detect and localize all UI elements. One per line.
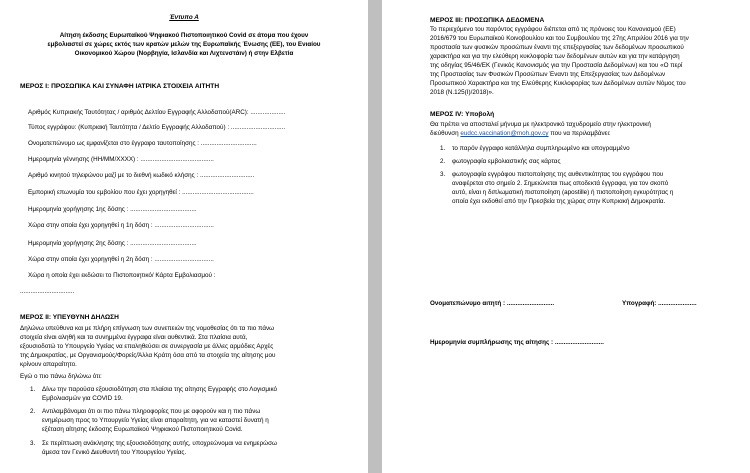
submit-prefix: διεύθυνση (430, 130, 461, 137)
declaration-item-1-line-2: Εμβολιασμών για COVID 19. (42, 395, 123, 402)
declaration-line-3: εξουσιοδοτώ το Υπουργείο Υγείας να επαληθεύσει σε συνεργασία με άλλες αρμόδιες Αρχές (20, 343, 274, 350)
field-dose2-date: Ημερομηνία χορήγησης 2ης δόσης : ...................................... (28, 240, 197, 247)
field-issuing-country: Χώρα η οποία έχει εκδώσει το Πιστοποιητικό/ Κάρτα Εμβολιασμού : (28, 272, 216, 279)
section-1-title: ΜΕΡΟΣ Ι: ΠΡΟΣΩΠΙΚΑ ΚΑΙ ΣΥΝΑΦΗ ΙΑΤΡΙΚΑ ΣΤΟΙΧΕΙΑ ΑΙΤΗΤΗ (20, 83, 220, 90)
submit-line-1: Θα πρέπει να αποσταλεί μήνυμα με ηλεκτρονικό ταχυδρομείο στην ηλεκτρονική (430, 121, 651, 128)
field-vaccine-brand: Εμπορική επωνυμία του εμβολίου που έχει χορηγηθεί : ......................................... (28, 189, 254, 196)
submit-line-2 (430, 130, 611, 138)
form-label: Έντυπο Α (169, 14, 199, 21)
declaration-intro: Εγώ ο πιο πάνω δηλώνω ότι: (20, 373, 102, 380)
field-dose1-date: Ημερομηνία χορήγησης 1ης δόσης : ...................................... (28, 206, 197, 213)
declaration-item-2-line-3: εξέταση αίτησης έκδοσης Ευρωπαϊκού Ψηφιακού Πιστοποιητικού Covid. (42, 426, 243, 433)
signature-label: Υπογραφή: ...................... (622, 300, 697, 307)
submit-item-1-number: 1. (440, 145, 446, 152)
declaration-item-2-line-2: ενημέρωση προς το Υπουργείο Υγείας είναι απαραίτητη, για να καταστεί δυνατή η (42, 417, 269, 424)
submit-item-1-line-1: το παρόν έγγραφο κατάλληλα συμπληρωμένο και υπογραμμένο (452, 145, 630, 152)
declaration-line-4: της Δημοκρατίας, με Οργανισμούς/Φορείς/Άλλα Κράτη όσα από τα στοιχεία της αίτησης μου (20, 352, 276, 359)
privacy-line-1: Το περιεχόμενο του παρόντος εγγράφου διέπεται από τις πρόνοιες του Κανονισμού (ΕΕ) (430, 26, 676, 33)
submit-suffix: που να περιλαμβάνει: (548, 130, 611, 137)
completion-date-label: Ημερομηνία συμπλήρωσης της αίτησης : ............................ (430, 339, 604, 346)
declaration-item-1-line-1: Δίνω την παρούσα εξουσιοδότηση στα πλαίσια της αίτησης Εγγραφής στο Λογισμικό (42, 386, 278, 393)
title-line-2: εμβολιαστεί σε χώρες εκτός των κρατών μελών της Ευρωπαϊκής Ένωσης (ΕΕ), του Ενιαίου (47, 41, 321, 48)
document-page-left (0, 0, 368, 473)
submission-email-link[interactable]: eudcc.vaccination@moh.gov.cy (460, 130, 549, 137)
section-2-title: ΜΕΡΟΣ ΙΙ: ΥΠΕΥΘΥΝΗ ΔΗΛΩΣΗ (20, 314, 119, 321)
privacy-line-8: 2018 (Ν.125(Ι)/2018)». (430, 89, 494, 96)
title-line-3: Οικονομικού Χώρου (Νορβηγία, Ισλανδία και Λιχτενστάιν) ή στην Ελβετία (74, 50, 294, 57)
submit-item-3-line-4: οποία έχει εκδοθεί από την Πρεσβεία της χώρας στην Κυπριακή Δημοκρατία. (452, 198, 666, 205)
submit-item-3-line-2: αναφέρεται στο σημείο 2. Σημειώνεται πως αποδεκτά έγγραφα, για τον σκοπό (452, 180, 669, 187)
applicant-name-label: Ονοματεπώνυμο αιτητή : ........................... (430, 300, 555, 307)
submit-item-2-number: 2. (440, 158, 446, 165)
submit-item-3-line-3: αυτό, είναι η διπλωματική πιστοποίηση (apostille) ή πιστοποίηση εγκυρότητας η (452, 189, 674, 196)
field-issuing-country-tail: ............................... (20, 288, 75, 295)
submit-item-3-number: 3. (440, 171, 446, 178)
declaration-item-1-number: 1. (30, 386, 36, 393)
privacy-line-5: της οδηγίας 95/46/ΕΚ (Γενικός Κανονισμός για την Προστασία Δεδομένων) και του «Ο περί (430, 62, 683, 69)
declaration-line-5: κρίνουν απαραίτητο. (20, 361, 77, 368)
declaration-item-3-line-1: Σε περίπτωση ανάκλησης της εξουσιοδότησης αυτής, υποχρεώνομαι να ενημερώσω (42, 440, 277, 447)
privacy-line-7: Προσωπικού Χαρακτήρα και της Ελεύθερης Κυκλοφορίας των Δεδομένων αυτών Νόμος του (430, 80, 686, 87)
field-full-name: Ονοματεπώνυμο ως εμφανίζεται στο έγγραφο ταυτοποίησης : ................................ (28, 140, 257, 147)
declaration-line-1: Δηλώνω υπεύθυνα και με πλήρη επίγνωση των συνεπειών της νομοθεσίας ότι τα πιο πάνω (20, 325, 275, 332)
title-line-1: Αίτηση έκδοσης Ευρωπαϊκού Ψηφιακού Πιστοποιητικού Covid σε άτομα που έχουν (59, 32, 309, 39)
field-dose1-country: Χώρα στην οποία έχει χορηγηθεί η 1η δόση : .................................. (28, 222, 214, 229)
declaration-item-3-line-2: άμεσα τον Γενικό Διευθυντή του Υπουργείου Υγείας. (42, 449, 187, 456)
field-document-type: Τύπος εγγράφου: (Κυπριακή Ταυτότητα / Δελτίο Εγγραφής Αλλοδαπού) : ............................... (28, 124, 286, 131)
field-id-number: Αριθμός Κυπριακής Ταυτότητας / αριθμός Δελτίου Εγγραφής Αλλοδαπού(ARC): .................... (28, 109, 286, 116)
privacy-line-6: της Προστασίας των Φυσικών Προσώπων Έναντι της Επεξεργασίας των Δεδομένων (430, 71, 666, 78)
privacy-line-2: 2016/679 του Ευρωπαϊκού Κοινοβουλίου και του Συμβουλίου της 27ης Απριλίου 2016 για την (430, 35, 689, 42)
field-dose2-country: Χώρα στην οποία έχει χορηγηθεί η 2η δόση : .................................. (28, 256, 214, 263)
submit-item-3-line-1: φωτογραφία εγγράφου πιστοποίησης της αυθεντικότητας του εγγράφου που (452, 171, 664, 178)
field-birth-date: Ημερομηνία γέννησης (ΗΗ/ΜΜ/ΧΧΧΧ) : .......................................... (28, 156, 214, 163)
document-page-right (382, 0, 750, 473)
section-3-title: ΜΕΡΟΣ ΙΙΙ: ΠΡΟΣΩΠΙΚΑ ΔΕΔΟΜΕΝΑ (430, 17, 545, 24)
declaration-item-2-number: 2. (30, 408, 36, 415)
privacy-line-3: προστασία των φυσικών προσώπων έναντι της επεξεργασίας των δεδομένων προσωπικού (430, 44, 684, 51)
submit-item-2-line-1: φωτογραφία εμβολιαστικής σας κάρτας (452, 158, 561, 165)
declaration-line-2: στοιχεία είναι αληθή και τα συνημμένα έγγραφα είναι αυθεντικά. Στα πλαίσια αυτά, (20, 334, 248, 341)
field-mobile: Αριθμό κινητού τηλεφώνου μαζί με το διεθνή κωδικό κλήσης : ............................... (28, 172, 255, 179)
declaration-item-3-number: 3. (30, 440, 36, 447)
section-4-title: ΜΕΡΟΣ ΙV: Υποβολή (430, 111, 495, 118)
declaration-item-2-line-1: Αντιλαμβάνομαι ότι οι πιο πάνω πληροφορίες που με αφορούν και η πιο πάνω (42, 408, 261, 415)
privacy-line-4: χαρακτήρα και για την ελεύθερη κυκλοφορία των δεδομένων αυτών και για την κατάργηση (430, 53, 680, 60)
